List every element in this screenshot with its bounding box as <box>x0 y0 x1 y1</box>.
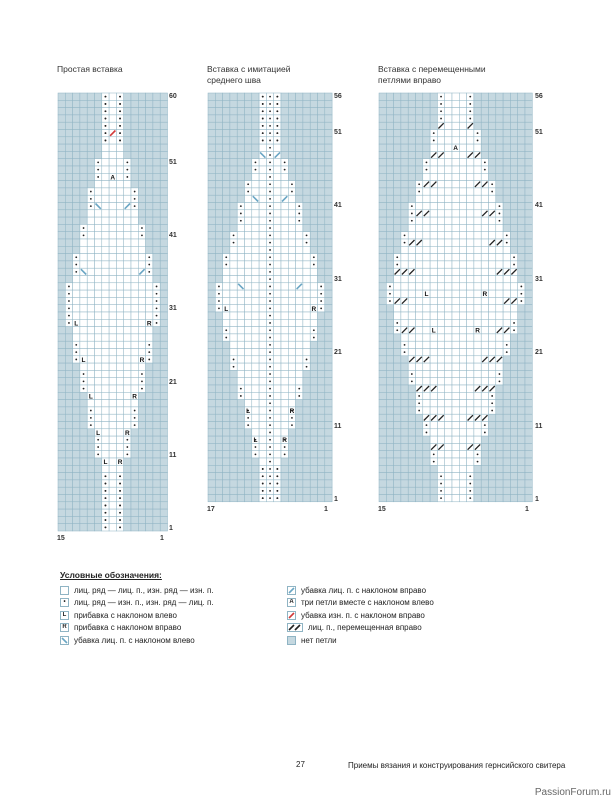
page-number: 27 <box>296 760 305 769</box>
legend-item: убавка лиц. п. с наклоном влево <box>60 634 214 647</box>
row-label: 1 <box>535 496 539 503</box>
svg-text:R: R <box>482 291 488 299</box>
legend-left-column <box>60 584 214 647</box>
row-label: 11 <box>535 423 543 430</box>
col-label-right: 1 <box>525 506 529 513</box>
row-label: 31 <box>535 276 543 283</box>
purl-decrease-icon <box>287 611 296 620</box>
dot-square-icon: • <box>60 598 69 607</box>
chart-title-3: Вставка с перемещенными петлями вправо <box>378 64 486 85</box>
legend-item: A три петли вместе с наклоном влево <box>287 597 434 610</box>
col-label-left: 17 <box>207 506 215 513</box>
svg-text:R: R <box>139 356 145 364</box>
knitting-chart-cable-insert <box>378 92 533 503</box>
svg-text:L: L <box>88 393 93 401</box>
row-label: 51 <box>334 129 342 136</box>
chart-title-2: Вставка с имитацией среднего шва <box>207 64 291 85</box>
row-label: 41 <box>334 202 342 209</box>
row-label: 51 <box>535 129 543 136</box>
svg-text:L: L <box>96 429 101 437</box>
right-decrease-icon <box>287 586 296 595</box>
col-label-left: 15 <box>57 535 65 542</box>
three-together-icon: A <box>287 598 296 607</box>
row-label: 21 <box>535 349 543 356</box>
svg-text:R: R <box>117 459 123 467</box>
no-stitch-icon <box>287 636 296 645</box>
knitting-chart-simple-insert <box>57 92 169 532</box>
svg-text:L: L <box>424 291 429 299</box>
row-label: 1 <box>169 525 173 532</box>
svg-text:R: R <box>282 437 288 445</box>
row-label: 41 <box>535 202 543 209</box>
legend-item: • лиц. ряд — изн. п., изн. ряд — лиц. п. <box>60 597 214 610</box>
left-increase-icon: L <box>60 611 69 620</box>
row-label: 11 <box>169 452 177 459</box>
svg-text:L: L <box>253 437 258 445</box>
legend-item: убавка изн. п. с наклоном вправо <box>287 609 434 622</box>
row-label: 31 <box>169 305 177 312</box>
row-label: 41 <box>169 232 177 239</box>
svg-text:L: L <box>224 305 229 313</box>
legend-item: нет петли <box>287 634 434 647</box>
legend-item: L прибавка с наклоном влево <box>60 609 214 622</box>
legend-item: R прибавка с наклоном вправо <box>60 622 214 635</box>
legend-item: лиц. ряд — лиц. п., изн. ряд — изн. п. <box>60 584 214 597</box>
svg-text:L: L <box>74 320 79 328</box>
svg-text:R: R <box>124 429 130 437</box>
legend-item: убавка лиц. п. с наклоном вправо <box>287 584 434 597</box>
svg-text:L: L <box>246 408 251 415</box>
cable-right-icon <box>287 623 303 632</box>
right-increase-icon: R <box>60 623 69 632</box>
row-label: 56 <box>334 93 342 100</box>
chart-title-1: Простая вставка <box>57 64 123 74</box>
col-label-left: 15 <box>378 506 386 513</box>
row-label: 51 <box>169 159 177 166</box>
svg-text:A: A <box>453 145 459 153</box>
svg-text:L: L <box>103 459 108 467</box>
legend-heading: Условные обозначения: <box>60 570 162 580</box>
svg-text:R: R <box>475 327 480 335</box>
svg-text:R: R <box>132 393 138 401</box>
row-label: 31 <box>334 276 342 283</box>
svg-text:A: A <box>110 174 116 182</box>
watermark: PassionForum.ru <box>534 787 611 798</box>
svg-text:R: R <box>289 408 295 415</box>
col-label-right: 1 <box>160 535 164 542</box>
blank-square-icon <box>60 586 69 595</box>
left-decrease-icon <box>60 636 69 645</box>
row-label: 11 <box>334 423 342 430</box>
row-label: 1 <box>334 496 338 503</box>
svg-text:R: R <box>146 320 152 328</box>
row-label: 60 <box>169 93 177 100</box>
col-label-right: 1 <box>324 506 328 513</box>
svg-text:R: R <box>311 305 317 313</box>
legend-right-column <box>287 584 434 647</box>
svg-text:L: L <box>81 356 86 364</box>
row-label: 21 <box>334 349 342 356</box>
running-footer: Приемы вязания и конструирования гернсийского свитера <box>348 761 566 770</box>
legend-item: лиц. п., перемещенная вправо <box>287 622 434 635</box>
svg-text:L: L <box>431 327 436 335</box>
row-label: 21 <box>169 379 177 386</box>
row-label: 56 <box>535 93 543 100</box>
knitting-chart-mock-seam-insert <box>207 92 333 503</box>
